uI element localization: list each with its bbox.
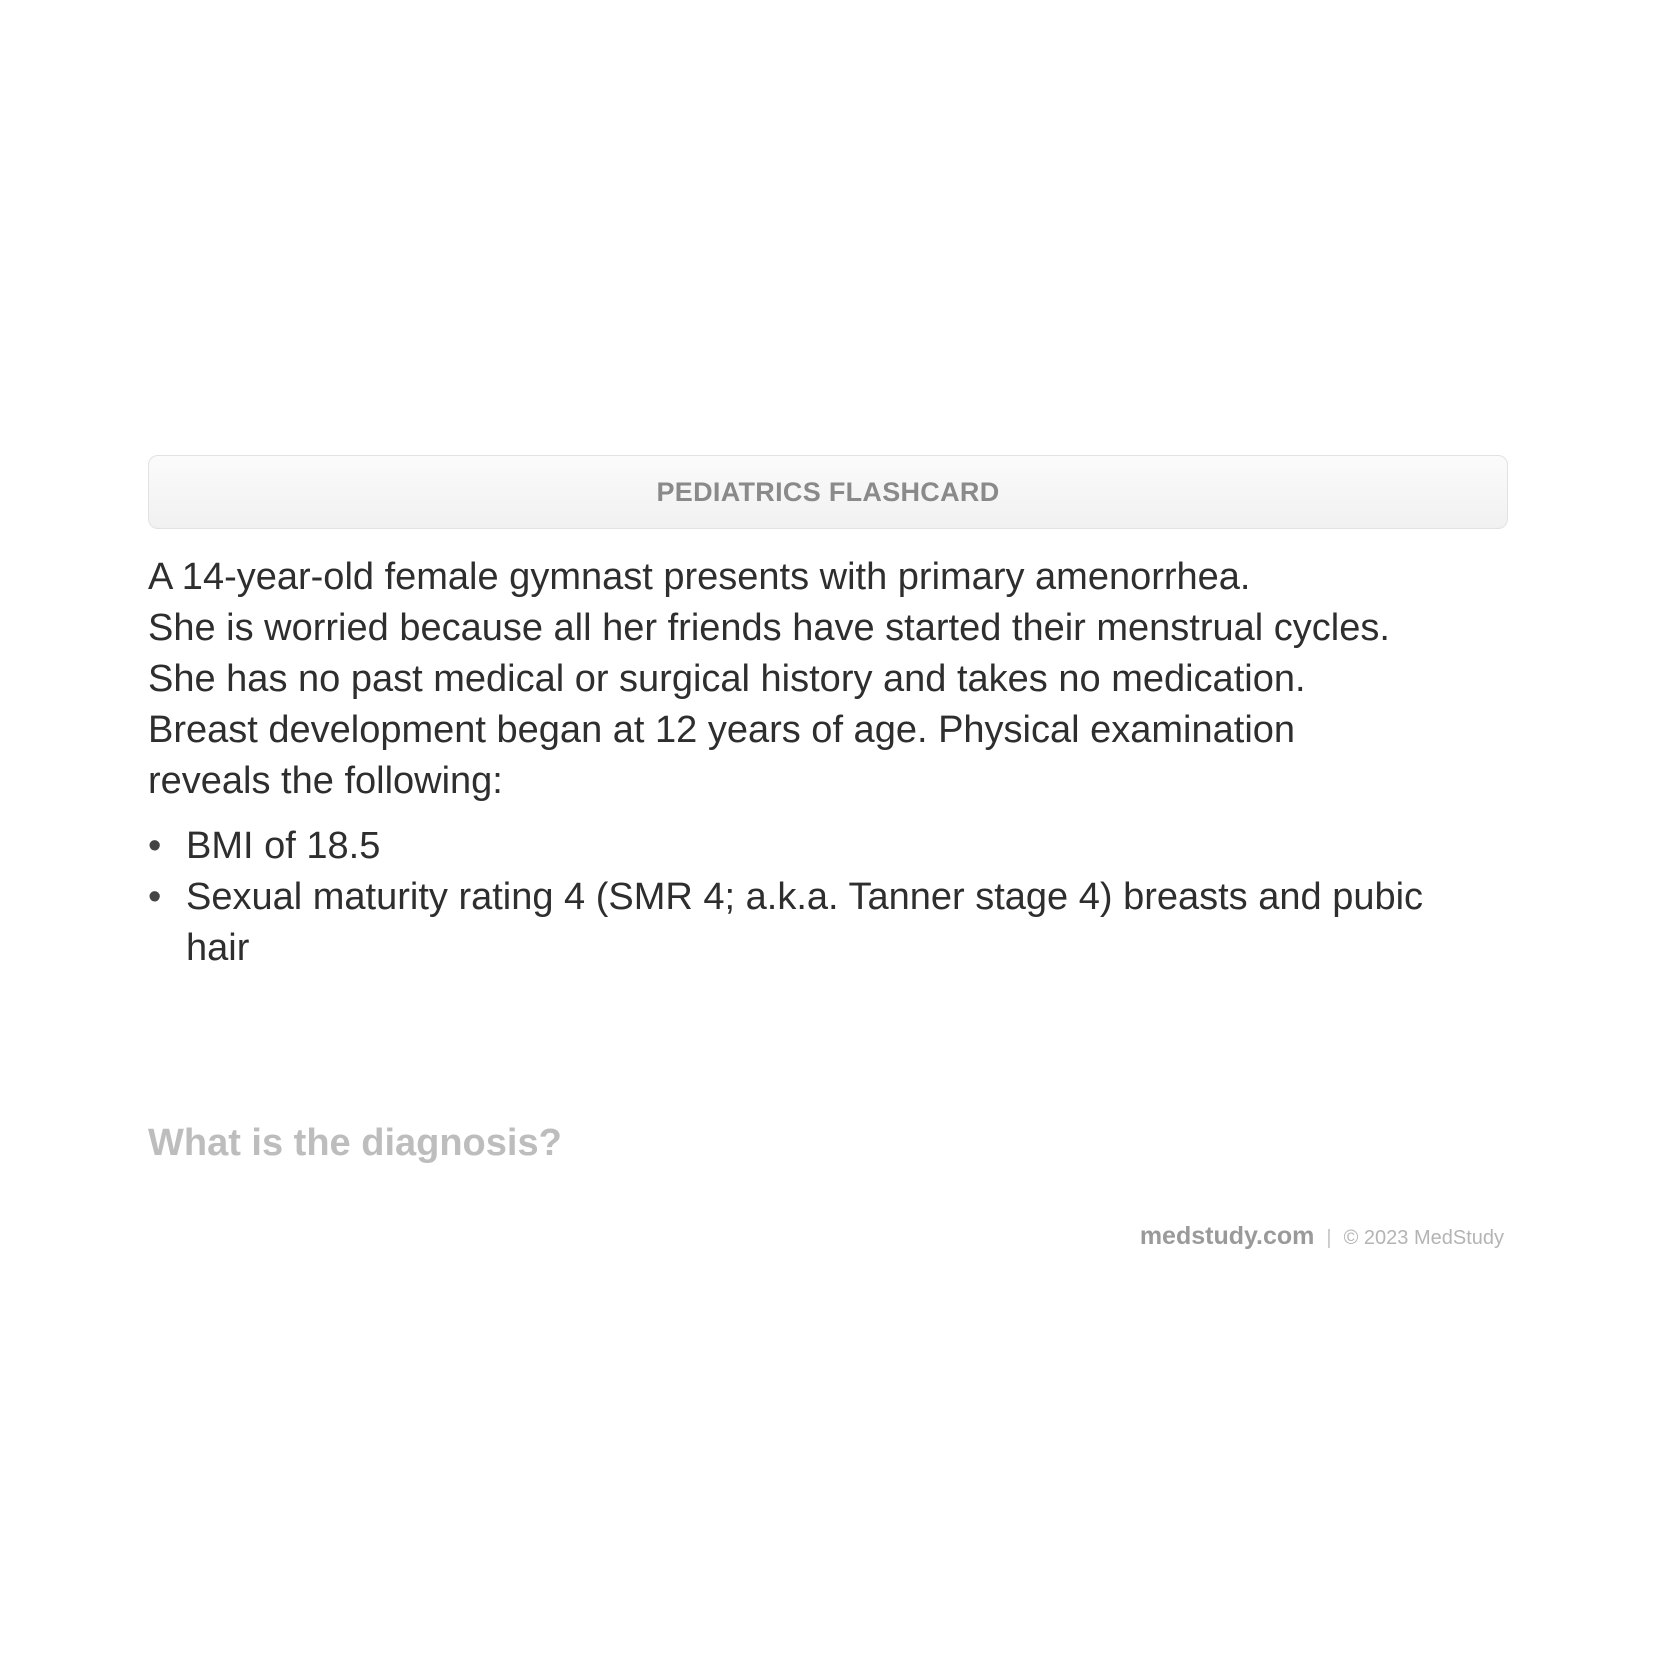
exam-finding-item xyxy=(148,872,1426,974)
question-stem-line: Breast development began at 12 years of age. Physical examination xyxy=(148,709,1296,751)
exam-finding-item xyxy=(148,821,1426,872)
footer-separator: | xyxy=(1326,1227,1332,1249)
bullet-icon: • xyxy=(148,876,162,918)
exam-finding-text: BMI of 18.5 xyxy=(186,825,381,867)
flashcard-header-bar xyxy=(148,455,1508,529)
question-body xyxy=(148,552,1528,974)
question-stem-line: reveals the following: xyxy=(148,760,503,802)
question-stem xyxy=(148,552,1528,807)
exam-findings-list xyxy=(148,821,1528,974)
flashcard-title: PEDIATRICS FLASHCARD xyxy=(656,476,1000,507)
exam-finding-text: Sexual maturity rating 4 (SMR 4; a.k.a. Tanner stage 4) breasts and pubic hair xyxy=(186,876,1424,969)
bullet-icon: • xyxy=(148,825,162,867)
question-stem-line: A 14-year-old female gymnast presents with primary amenorrhea. xyxy=(148,556,1251,598)
footer-site-link[interactable]: medstudy.com xyxy=(1139,1222,1315,1250)
question-stem-line: She has no past medical or surgical history and takes no medication. xyxy=(148,658,1306,700)
footer-copyright: © 2023 MedStudy xyxy=(1343,1227,1504,1249)
question-stem-line: She is worried because all her friends have started their menstrual cycles. xyxy=(148,607,1390,649)
diagnosis-prompt: What is the diagnosis? xyxy=(148,1122,562,1164)
footer xyxy=(1140,1222,1504,1251)
